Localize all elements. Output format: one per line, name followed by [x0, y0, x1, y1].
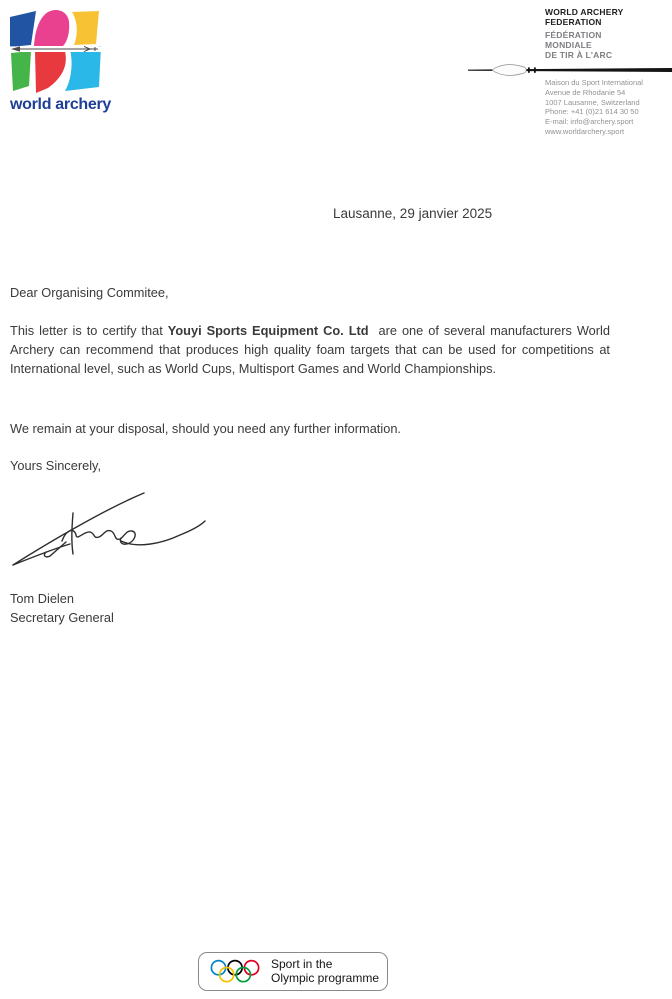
logo-wordmark: world archery [10, 96, 112, 113]
company-name: Youyi Sports Equipment Co. Ltd [167, 323, 369, 338]
olympic-rings-icon [210, 959, 262, 984]
address-line: Avenue de Rhodanie 54 [545, 87, 626, 97]
dateline: Lausanne, 29 janvier 2025 [333, 206, 493, 221]
address-line-phone: Phone: +41 (0)21 614 30 50 [545, 107, 639, 117]
closing-line: We remain at your disposal, should you need any further information. [10, 421, 401, 436]
signoff: Yours Sincerely, [10, 458, 102, 473]
org-name-fr-line3: DE TIR À L'ARC [545, 50, 613, 60]
body-paragraph-pre: This letter is to certify that [10, 323, 168, 338]
address-line-email: E-mail: info@archery.sport [545, 117, 634, 127]
signatory-name: Tom Dielen [10, 591, 75, 606]
olympic-programme-badge [198, 952, 388, 991]
org-name-en-line1: WORLD ARCHERY [545, 7, 624, 17]
signature [8, 486, 208, 574]
body-paragraph-post: are one of several manufacturers World Archery can recommend that produces high quality foam targets that can be used for competitions at International level, such as World Cups, Multisport Games and World Championships. [10, 323, 614, 376]
body-paragraph [10, 321, 614, 378]
address-line: 1007 Lausanne, Switzerland [545, 97, 640, 107]
signatory-block [10, 589, 114, 627]
badge-text-line1: Sport in the [271, 957, 333, 971]
salutation: Dear Organising Commitee, [10, 285, 169, 300]
address-line: Maison du Sport International [545, 78, 643, 87]
arrow-icon [468, 62, 672, 78]
org-name-en-line2: FEDERATION [545, 17, 602, 27]
badge-text-line2: Olympic programme [271, 970, 380, 985]
org-name-fr-line2: MONDIALE [545, 40, 592, 50]
badge-text [271, 958, 379, 985]
address-line-website: www.worldarchery.sport [545, 126, 625, 136]
address-block [545, 78, 643, 137]
world-archery-logo-icon [10, 9, 103, 93]
org-name-fr-line1: FÉDÉRATION [545, 30, 602, 40]
signatory-title: Secretary General [10, 610, 114, 625]
world-archery-logo [10, 9, 112, 114]
org-name-block [545, 7, 623, 60]
